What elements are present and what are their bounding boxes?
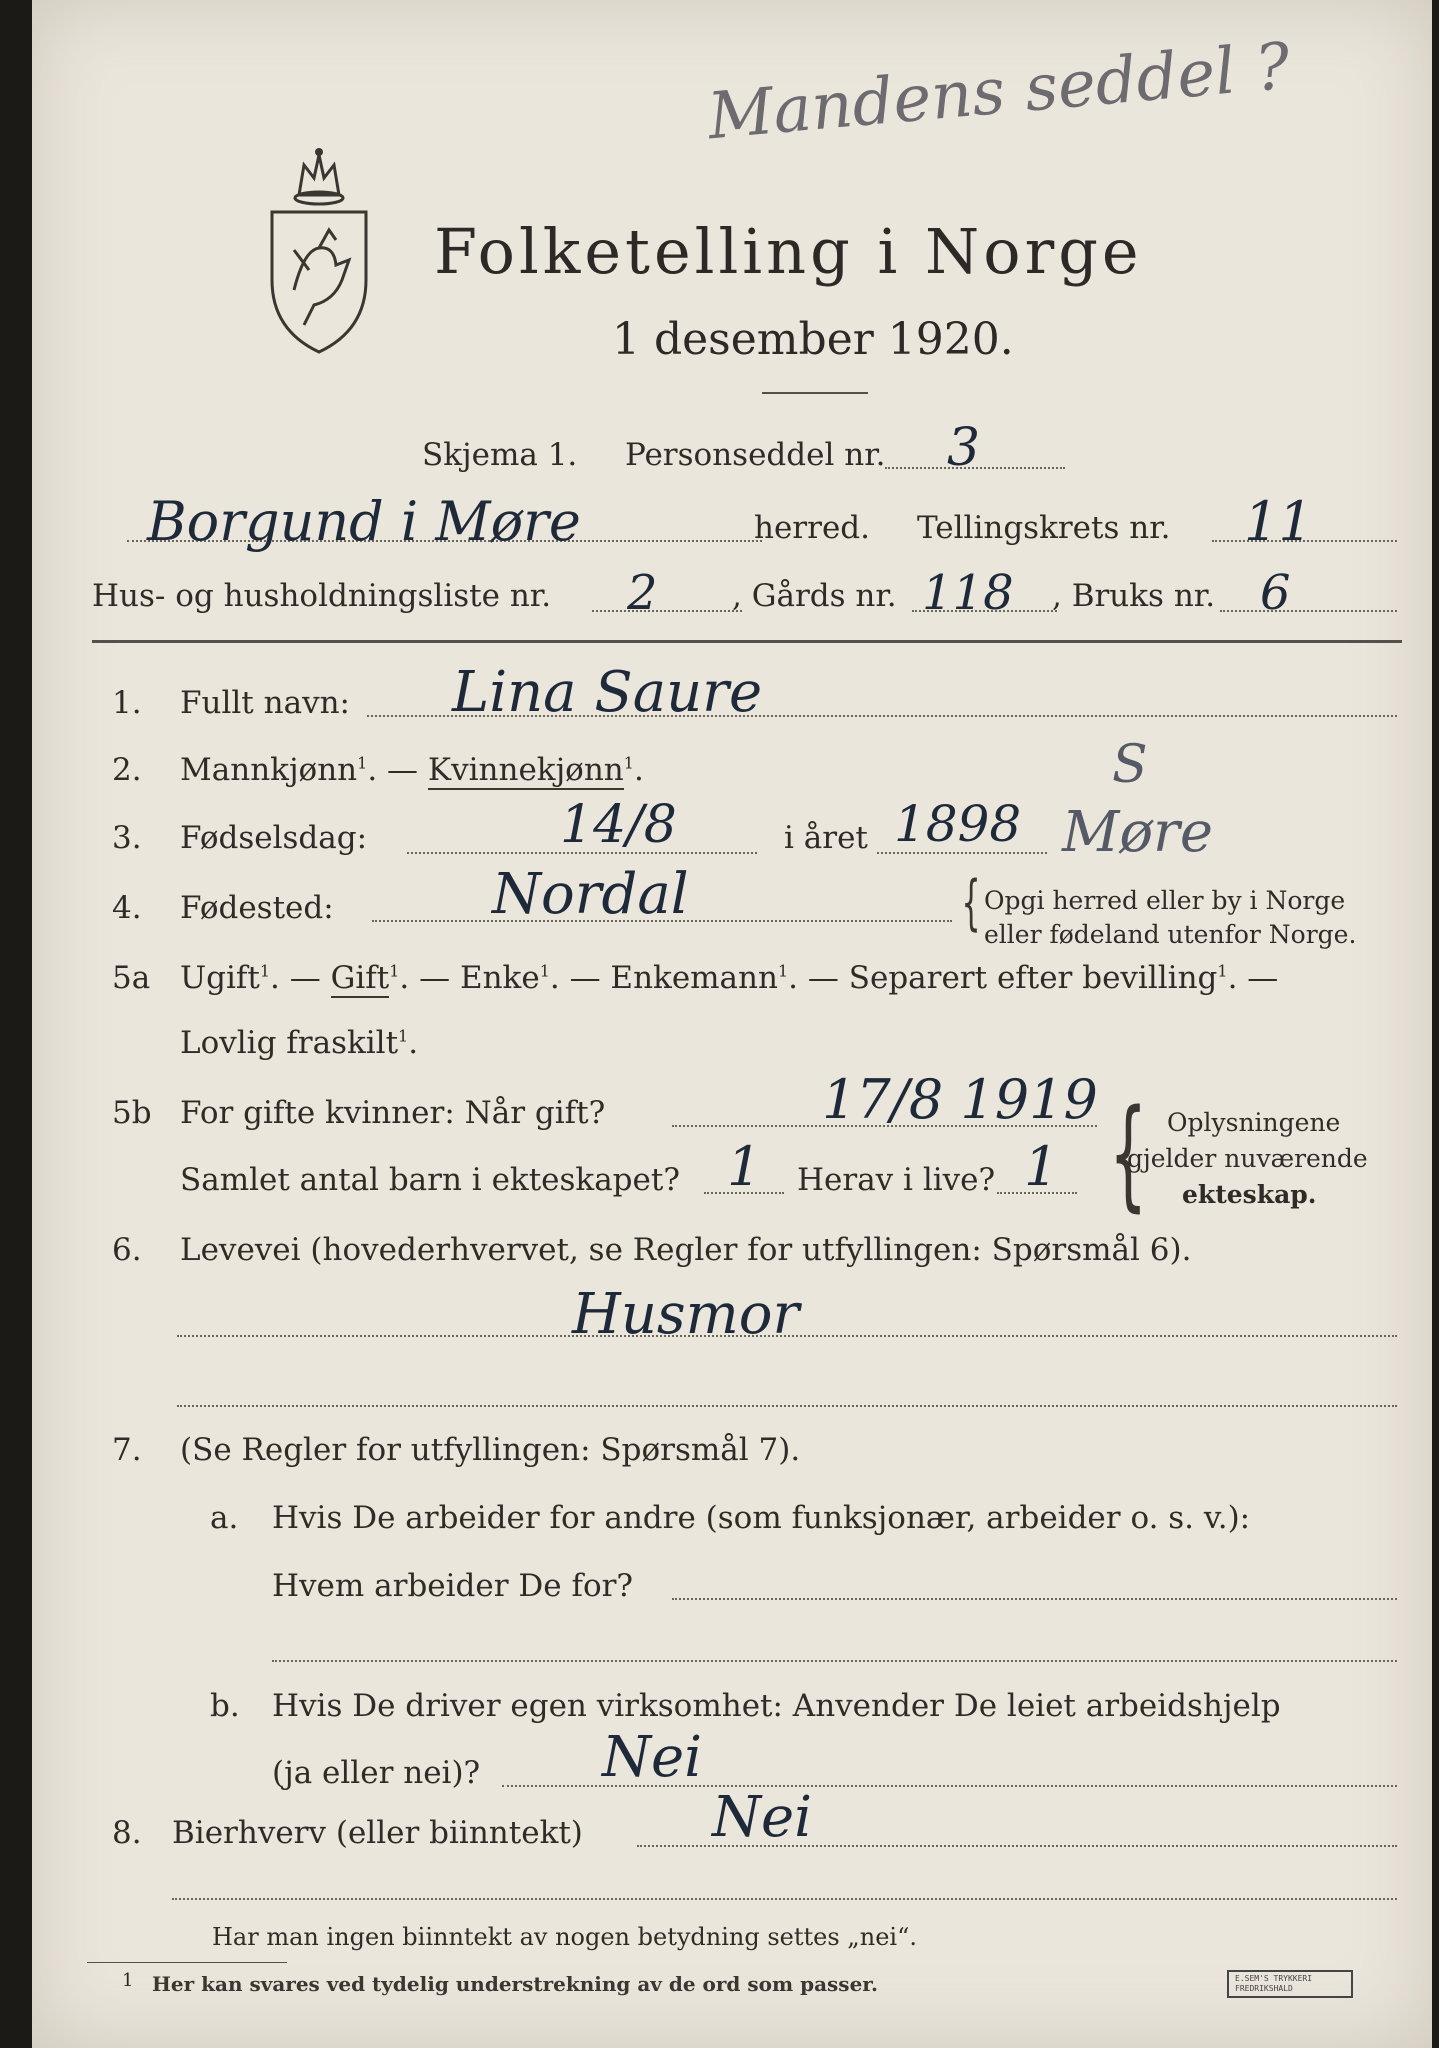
- gards-value: 118: [922, 565, 1014, 621]
- q4-brace: {: [961, 868, 981, 938]
- q8-number: 8.: [112, 1815, 142, 1851]
- birthplace-extra: Møre: [1062, 800, 1213, 865]
- female-option: Kvinnekjønn: [427, 752, 624, 788]
- q4-label: Fødested:: [180, 890, 334, 926]
- alive-value: 1: [1024, 1135, 1059, 1198]
- footer-note: Har man ingen biinntekt av nogen betydning settes „nei“.: [212, 1923, 917, 1951]
- q5b-note-3: ekteskap.: [1182, 1180, 1317, 1209]
- full-name-value: Lina Saure: [452, 660, 763, 725]
- marital-options-2: Lovlig fraskilt$^1$.: [180, 1025, 419, 1061]
- census-form: [32, 0, 1432, 2048]
- q5b-note-2: gjelder nuværende: [1127, 1144, 1368, 1173]
- sex-options: Mannkjønn$^1$. — Kvinnekjønn$^1$.: [180, 752, 644, 788]
- hus-line: [592, 610, 742, 612]
- footnote-number: 1: [122, 1970, 134, 1991]
- q7a-text: Hvis De arbeider for andre (som funksjonær, arbeider o. s. v.):: [272, 1500, 1251, 1536]
- schema-label: Skjema 1.: [422, 437, 578, 473]
- q7-label: (Se Regler for utfyllingen: Spørsmål 7).: [180, 1432, 801, 1468]
- q3-label: Fødselsdag:: [180, 820, 368, 856]
- q1-number: 1.: [112, 685, 142, 721]
- q7b-letter: b.: [210, 1688, 240, 1724]
- q8-label: Bierhverv (eller biinntekt): [172, 1815, 583, 1851]
- census-date: 1 desember 1920.: [612, 314, 1014, 365]
- q5a-number: 5a: [112, 960, 151, 996]
- children-value: 1: [727, 1135, 762, 1198]
- q5b-brace: {: [1109, 1085, 1148, 1224]
- norwegian-coat-of-arms-icon: [264, 140, 374, 359]
- q7b-text: Hvis De driver egen virksomhet: Anvender De leiet arbeidshjelp: [272, 1688, 1281, 1724]
- q4-note-2: eller fødeland utenfor Norge.: [984, 920, 1357, 949]
- marriage-date-value: 17/8 1919: [822, 1068, 1098, 1131]
- marital-options: Ugift$^1$. — Gift$^1$. — Enke$^1$. — Enkemann$^1$. — Separert efter bevilling$^1$. —: [180, 960, 1279, 996]
- q6-label: Levevei (hovederhvervet, se Regler for utfyllingen: Spørsmål 6).: [180, 1232, 1192, 1268]
- bruks-value: 6: [1260, 565, 1291, 621]
- footnote-rule: [87, 1962, 287, 1963]
- occupation-line-2: [177, 1405, 1397, 1407]
- footnote-text: Her kan svares ved tydelig understrekning av de ord som passer.: [152, 1972, 878, 1996]
- children-label: Samlet antal barn i ekteskapet?: [180, 1162, 680, 1198]
- q7a-question: Hvem arbeider De for?: [272, 1568, 634, 1604]
- q7b-question: (ja eller nei)?: [272, 1755, 481, 1791]
- birth-year-value: 1898: [894, 795, 1022, 853]
- sex-mark: S: [1112, 735, 1148, 795]
- employer-line-1: [672, 1598, 1397, 1600]
- personseddel-label: Personseddel nr.: [625, 437, 886, 473]
- tellingskrets-label: Tellingskrets nr.: [917, 510, 1171, 546]
- q7-number: 7.: [112, 1432, 142, 1468]
- bruks-line: [1220, 610, 1397, 612]
- hus-value: 2: [627, 565, 658, 621]
- side-income-line-2: [172, 1898, 1397, 1900]
- alive-label: Herav i live?: [797, 1162, 996, 1198]
- hired-help-value: Nei: [602, 1725, 703, 1790]
- employer-line-2: [272, 1660, 1397, 1662]
- q7a-letter: a.: [210, 1500, 239, 1536]
- bruks-label: , Bruks nr.: [1052, 578, 1216, 614]
- occupation-value: Husmor: [572, 1282, 800, 1347]
- printer-stamp: E.SEM'S TRYKKERI FREDRIKSHALD: [1227, 1970, 1353, 1998]
- q4-number: 4.: [112, 890, 142, 926]
- hus-label: Hus- og husholdningsliste nr.: [92, 578, 552, 614]
- side-income-value: Nei: [712, 1785, 813, 1850]
- q5b-label: For gifte kvinner: Når gift?: [180, 1095, 606, 1131]
- form-title: Folketelling i Norge: [434, 215, 1143, 288]
- birthplace-value: Nordal: [492, 862, 689, 927]
- herred-label: herred.: [754, 510, 870, 546]
- top-annotation: Mandens seddel ?: [704, 29, 1293, 155]
- title-divider: [762, 392, 868, 394]
- q4-note-1: Opgi herred eller by i Norge: [984, 886, 1346, 915]
- tellingskrets-value: 11: [1244, 490, 1313, 553]
- q2-number: 2.: [112, 752, 142, 788]
- male-option: Mannkjønn: [180, 752, 358, 788]
- section-rule: [92, 640, 1402, 643]
- q5b-note-1: Oplysningene: [1167, 1108, 1341, 1137]
- gards-label: , Gårds nr.: [732, 578, 897, 614]
- year-label: i året: [784, 820, 868, 856]
- birthday-value: 14/8: [560, 795, 677, 855]
- q1-label: Fullt navn:: [180, 685, 350, 721]
- gift-option: Gift: [330, 960, 390, 996]
- herred-value: Borgund i Møre: [147, 490, 581, 553]
- personseddel-value: 3: [947, 418, 981, 478]
- q3-number: 3.: [112, 820, 142, 856]
- q5b-number: 5b: [112, 1095, 152, 1131]
- q6-number: 6.: [112, 1232, 142, 1268]
